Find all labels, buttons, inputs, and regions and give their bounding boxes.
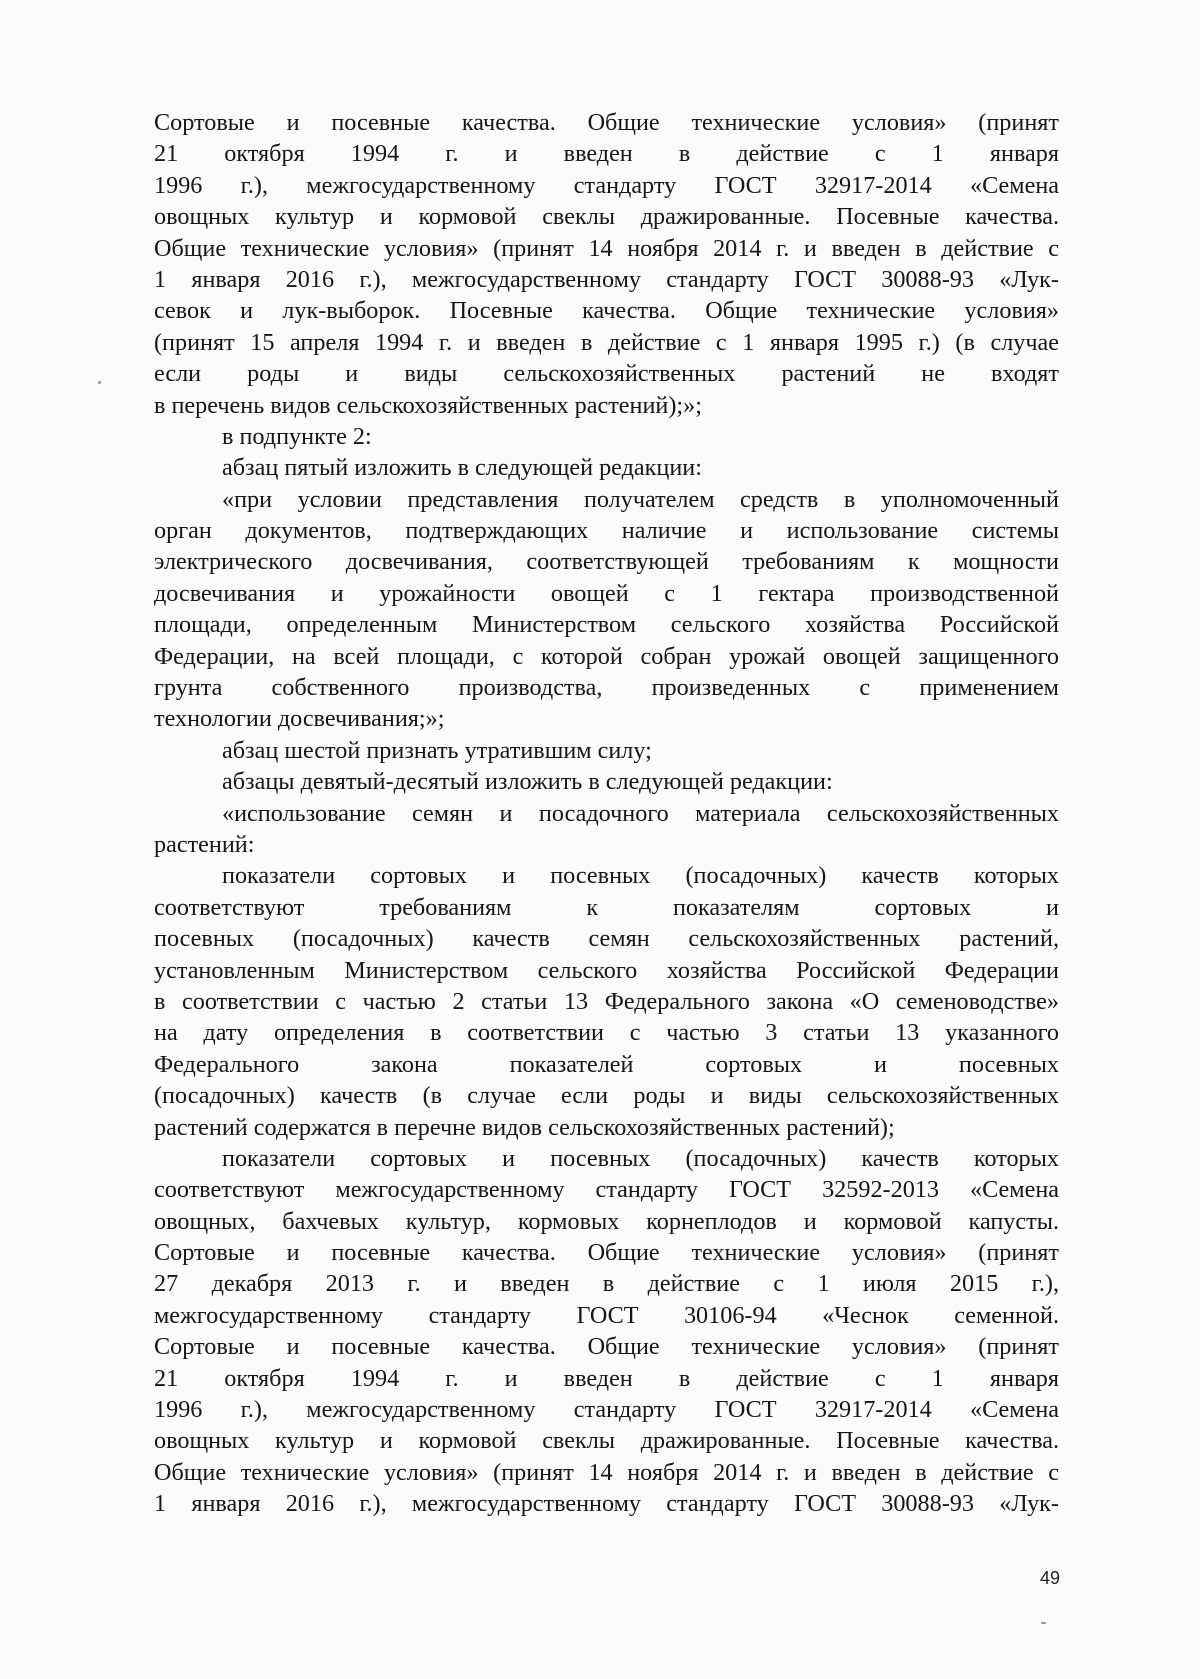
text-line: Общие технические условия» (принят 14 ноября 2014 г. и введен в действие с bbox=[154, 234, 1059, 262]
text-line: показатели сортовых и посевных (посадочных) качеств которых bbox=[222, 862, 1059, 890]
text-line: на дату определения в соответствии с частью 3 статьи 13 указанного bbox=[154, 1019, 1059, 1047]
text-line: абзац пятый изложить в следующей редакции: bbox=[222, 454, 702, 482]
text-line: овощных, бахчевых культур, кормовых корнеплодов и кормовой капусты. bbox=[154, 1207, 1059, 1235]
text-line: грунта собственного производства, произведенных с применением bbox=[154, 674, 1059, 702]
text-line: абзацы девятый-десятый изложить в следующей редакции: bbox=[222, 768, 833, 796]
text-line: (принят 15 апреля 1994 г. и введен в действие с 1 января 1995 г.) (в случае bbox=[154, 328, 1059, 356]
text-line: в соответствии с частью 2 статьи 13 Федерального закона «О семеноводстве» bbox=[154, 987, 1059, 1015]
text-line: Федерального закона показателей сортовых и посевных bbox=[154, 1050, 1059, 1078]
page-number: 49 bbox=[1039, 1568, 1060, 1588]
text-line: севок и лук-выборок. Посевные качества. Общие технические условия» bbox=[154, 297, 1059, 325]
text-line: «при условии представления получателем средств в уполномоченный bbox=[222, 485, 1059, 513]
text-line: в подпункте 2: bbox=[222, 422, 372, 450]
text-line: овощных культур и кормовой свеклы дражированные. Посевные качества. bbox=[154, 1427, 1059, 1455]
text-line: 1996 г.), межгосударственному стандарту ГОСТ 32917-2014 «Семена bbox=[154, 1396, 1059, 1424]
text-line: досвечивания и урожайности овощей с 1 гектара производственной bbox=[154, 579, 1059, 607]
scan-speck bbox=[1041, 1622, 1046, 1624]
text-line: 21 октября 1994 г. и введен в действие с 1 января bbox=[154, 1364, 1059, 1392]
text-line: абзац шестой признать утратившим силу; bbox=[222, 736, 652, 764]
text-line: если роды и виды сельскохозяйственных растений не входят bbox=[154, 360, 1059, 388]
text-line: площади, определенным Министерством сельского хозяйства Российской bbox=[154, 611, 1059, 639]
text-line: «использование семян и посадочного материала сельскохозяйственных bbox=[222, 799, 1059, 827]
text-line: орган документов, подтверждающих наличие и использование системы bbox=[154, 517, 1059, 545]
text-line: электрического досвечивания, соответствующей требованиям к мощности bbox=[154, 548, 1059, 576]
text-line: Сортовые и посевные качества. Общие технические условия» (принят bbox=[154, 109, 1059, 136]
text-line: 21 октября 1994 г. и введен в действие с 1 января bbox=[154, 140, 1059, 168]
text-line: Сортовые и посевные качества. Общие технические условия» (принят bbox=[154, 1239, 1059, 1267]
text-line: (посадочных) качеств (в случае если роды и виды сельскохозяйственных bbox=[154, 1082, 1059, 1110]
text-line: соответствуют межгосударственному стандарту ГОСТ 32592-2013 «Семена bbox=[154, 1176, 1059, 1204]
scan-speck bbox=[98, 381, 101, 384]
document-body bbox=[154, 107, 1059, 1520]
text-line: Общие технические условия» (принят 14 ноября 2014 г. и введен в действие с bbox=[154, 1458, 1059, 1486]
text-line: 1 января 2016 г.), межгосударственному стандарту ГОСТ 30088-93 «Лук- bbox=[154, 1490, 1059, 1518]
text-line: овощных культур и кормовой свеклы дражированные. Посевные качества. bbox=[154, 203, 1059, 231]
text-line: установленным Министерством сельского хозяйства Российской Федерации bbox=[154, 956, 1059, 984]
text-line: растений: bbox=[154, 830, 255, 858]
text-line: растений содержатся в перечне видов сельскохозяйственных растений); bbox=[154, 1113, 895, 1141]
text-line: технологии досвечивания;»; bbox=[154, 705, 445, 733]
text-line: показатели сортовых и посевных (посадочных) качеств которых bbox=[222, 1144, 1059, 1172]
text-line: Сортовые и посевные качества. Общие технические условия» (принят bbox=[154, 1333, 1059, 1361]
text-line: посевных (посадочных) качеств семян сельскохозяйственных растений, bbox=[154, 925, 1059, 953]
text-line: соответствуют требованиям к показателям сортовых и bbox=[154, 893, 1059, 921]
text-line: 1 января 2016 г.), межгосударственному стандарту ГОСТ 30088-93 «Лук- bbox=[154, 265, 1059, 293]
text-line: 27 декабря 2013 г. и введен в действие с 1 июля 2015 г.), bbox=[154, 1270, 1059, 1298]
text-line: 1996 г.), межгосударственному стандарту ГОСТ 32917-2014 «Семена bbox=[154, 171, 1059, 199]
text-line: в перечень видов сельскохозяйственных растений);»; bbox=[154, 391, 702, 419]
text-line: Федерации, на всей площади, с которой собран урожай овощей защищенного bbox=[154, 642, 1059, 670]
text-line: межгосударственному стандарту ГОСТ 30106-94 «Чеснок семенной. bbox=[154, 1301, 1059, 1329]
